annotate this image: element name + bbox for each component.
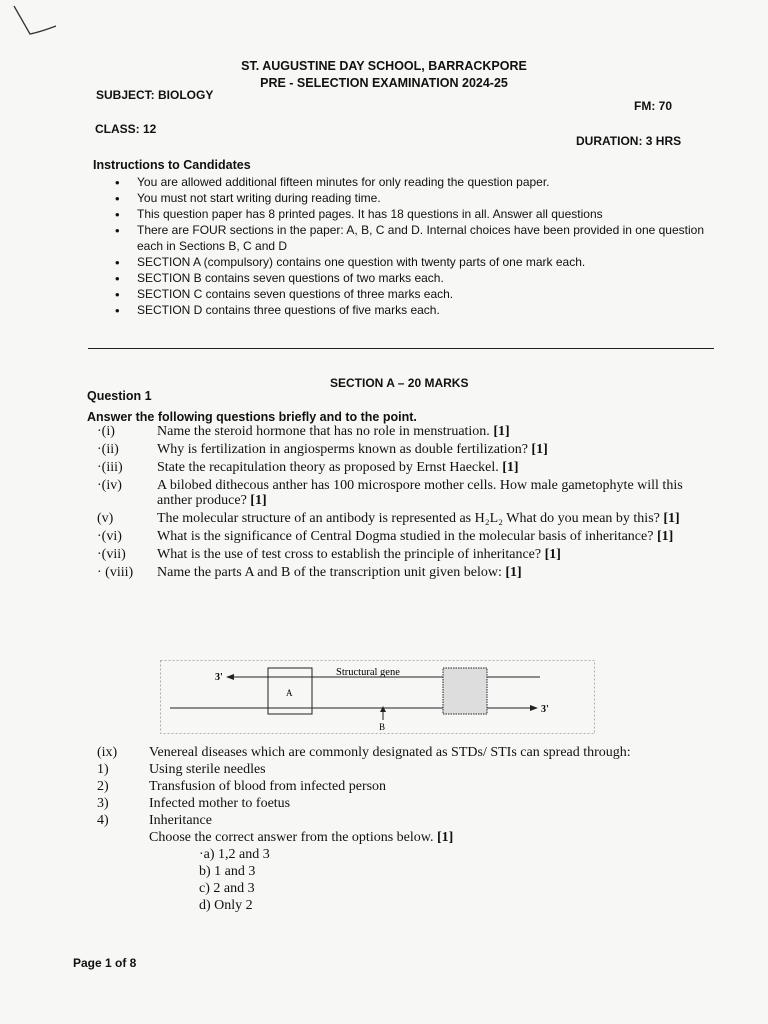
question-mark: [1] [502,460,519,475]
question-number: ·(iv) [97,478,122,493]
question-text: What is the use of test cross to establish the principle of inheritance? [157,547,542,562]
question-number: ·(iii) [97,460,123,475]
question-number: ·(ii) [97,442,119,457]
question-number: ·(vi) [97,529,122,544]
statement-text: Inheritance [149,813,212,828]
duration-label: DURATION: 3 HRS [576,134,682,148]
instruction-text: SECTION A (compulsory) contains one question with twenty parts of one mark each. [137,254,586,269]
answer-option: c) 2 and 3 [199,881,255,896]
school-name: ST. AUGUSTINE DAY SCHOOL, BARRACKPORE [241,59,527,73]
pen-mark-decoration [10,4,60,44]
page-number: Page 1 of 8 [73,956,137,970]
instruction-item [93,255,718,271]
question-text: What is the significance of Central Dogma studied in the molecular basis of inheritance? [157,529,654,544]
instruction-text: SECTION B contains seven questions of two marks each. [137,270,444,285]
instruction-text: SECTION D contains three questions of five marks each. [137,302,440,317]
exam-title: PRE - SELECTION EXAMINATION 2024-25 [260,76,508,90]
question-number: ·(i) [97,424,115,439]
instruction-item [93,287,718,303]
question-item [97,478,717,508]
instruction-item [93,207,718,223]
statement-text: Using sterile needles [149,762,266,777]
question-mark: [1] [436,830,454,845]
part-a-label: A [286,688,293,698]
question-mark: [1] [250,493,267,508]
instruction-item [93,175,718,191]
statement-item [97,778,717,795]
question-item [97,744,717,761]
question-item [97,460,717,475]
question-text: State the recapitulation theory as proposed by Ernst Haeckel. [157,460,499,475]
instruction-text: This question paper has 8 printed pages. It has 18 questions in all. Answer all questions [137,207,603,221]
strand-end-right: 3' [541,704,549,715]
part-b-label: B [379,722,386,732]
question-item [97,424,717,439]
statement-item [97,795,717,812]
answer-option: ·a) 1,2 and 3 [199,847,270,862]
subject-label: SUBJECT: BIOLOGY [96,88,214,102]
answer-option: d) Only 2 [199,898,253,913]
structural-gene-label: Structural gene [336,667,400,678]
question-text: Name the parts A and B of the transcription unit given below: [157,565,502,580]
statement-number: 3) [97,796,109,811]
statement-text: Infected mother to foetus [149,796,291,811]
class-label: CLASS: 12 [95,122,157,136]
exam-header [0,58,768,92]
question-number: (v) [97,511,114,526]
section-heading: SECTION A – 20 MARKS [330,376,469,390]
question-mark: [1] [663,511,680,526]
question-mark: [1] [531,442,548,457]
instruction-item [93,223,718,254]
question-text: Venereal diseases which are commonly designated as STDs/ STIs can spread through: [149,745,631,760]
statement-item [97,812,717,829]
instruction-text: SECTION C contains seven questions of three marks each. [137,286,454,301]
instruction-text: You are allowed additional fifteen minutes for only reading the question paper. [137,175,550,189]
question-ix [97,744,717,914]
transcription-unit-diagram [160,660,595,734]
section-divider [88,348,714,349]
question-mark: [1] [544,547,561,562]
statement-number: 1) [97,762,109,777]
statement-item [97,761,717,778]
question-mark: [1] [656,529,674,544]
statement-number: 4) [97,813,109,828]
instruction-item [93,191,718,207]
statement-text: Transfusion of blood from infected person [149,779,387,794]
statement-number: 2) [97,779,109,794]
question-item [97,565,717,580]
instruction-item [93,303,718,319]
question-text: Why is fertilization in angiosperms known as double fertilization? [157,442,528,457]
strand-end-left: 3' [215,672,223,683]
question-instruction: Answer the following questions briefly and to the point. [87,410,417,424]
question-item [97,529,717,544]
question-mark: [1] [505,565,522,580]
instructions-list [93,175,718,319]
instruction-item [93,271,718,287]
choose-text: Choose the correct answer from the options below. [149,830,434,845]
full-marks: FM: 70 [634,99,673,113]
answer-option: b) 1 and 3 [199,864,256,879]
question-number: ·(vii) [97,547,126,562]
question-item [97,511,717,526]
question-mark: [1] [493,424,510,439]
question-list [97,424,717,583]
question-item [97,547,717,562]
question-label: Question 1 [87,389,152,403]
question-text: A bilobed dithecous anther has 100 microspore mother cells. How male gametophyte will this anther produce? [157,478,683,508]
instruction-text: You must not start writing during reading time. [137,191,381,205]
question-item [97,442,717,457]
question-text: The molecular structure of an antibody is represented as H₂L₂ What do you mean by this? [157,511,660,526]
instructions-title: Instructions to Candidates [93,158,251,172]
question-number: (ix) [97,745,118,760]
choose-instruction [97,829,717,846]
question-number: · (viii) [97,565,134,580]
instruction-text: There are FOUR sections in the paper: A, B, C and D. Internal choices have been provided in one question each in Sections B, C and D [137,223,704,253]
question-text: Name the steroid hormone that has no role in menstruation. [157,424,490,439]
